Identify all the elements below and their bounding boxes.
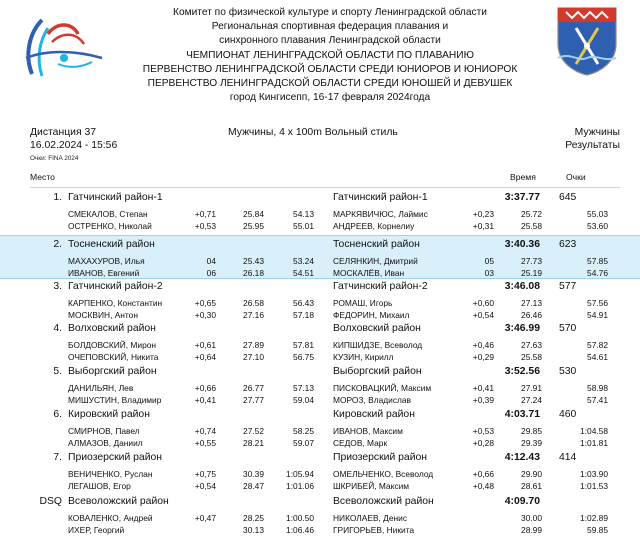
swimmer-name: ЛЕГАШОВ, Егор — [68, 481, 131, 491]
swimmer-name: СЕДОВ, Марк — [333, 438, 388, 448]
swimmer-name: КАРПЕНКО, Константин — [68, 298, 163, 308]
leg-time: 57.18 — [293, 310, 314, 320]
swimmer-name: МОСКАЛЁВ, Иван — [333, 268, 405, 278]
leg-time: 1:06.46 — [286, 525, 314, 535]
team-name-repeat: Гатчинский район-2 — [333, 281, 428, 292]
swimmer-name: АНДРЕЕВ, Корнелиу — [333, 221, 415, 231]
column-time: Время — [510, 172, 536, 182]
team-name-repeat: Гатчинский район-1 — [333, 192, 428, 203]
split-time: 29.90 — [521, 469, 542, 479]
split-time: 27.73 — [521, 256, 542, 266]
leg-time: 57.56 — [587, 298, 608, 308]
event-date-row — [30, 140, 620, 154]
team-name-repeat: Кировский район — [333, 409, 415, 420]
team-result — [0, 235, 640, 279]
swimmer-name: МАХАХУРОВ, Илья — [68, 256, 145, 266]
split-time: 25.84 — [243, 209, 264, 219]
team-time: 4:09.70 — [504, 496, 540, 507]
swimmer-name: АЛМАЗОВ, Даниил — [68, 438, 143, 448]
header-line: синхронного плавания Ленинградской области — [219, 35, 441, 47]
swimmer-name: РОМАШ, Игорь — [333, 298, 393, 308]
team-points: 577 — [559, 281, 577, 292]
team-time: 3:46.99 — [504, 323, 540, 334]
swimmer-name: СМЕКАЛОВ, Степан — [68, 209, 148, 219]
reaction-time: +0,74 — [194, 426, 216, 436]
split-time: 28.21 — [243, 438, 264, 448]
swimmer-name: МИШУСТИН, Владимир — [68, 395, 162, 405]
reaction-time: +0,53 — [472, 426, 494, 436]
leg-time: 55.03 — [587, 209, 608, 219]
swimmer-name: КОВАЛЕНКО, Андрей — [68, 513, 153, 523]
team-name: Тосненский район — [68, 239, 155, 250]
swimmer-name: МАРКЯВИЧЮС, Лаймис — [333, 209, 428, 219]
leg-time: 54.61 — [587, 352, 608, 362]
team-name: Волховский район — [68, 323, 156, 334]
split-time: 25.58 — [521, 352, 542, 362]
reaction-time: +0,41 — [194, 395, 216, 405]
split-time: 25.58 — [521, 221, 542, 231]
leg-time: 54.13 — [293, 209, 314, 219]
leg-time: 56.75 — [293, 352, 314, 362]
results-label: Результаты — [565, 140, 620, 151]
team-time: 3:52.56 — [504, 366, 540, 377]
leg-time: 57.13 — [293, 383, 314, 393]
leg-time: 53.60 — [587, 221, 608, 231]
swimmer-name: ИВАНОВ, Максим — [333, 426, 403, 436]
swimmer-name: ДАНИЛЬЯН, Лев — [68, 383, 134, 393]
swimmer-name: ВЕНИЧЕНКО, Руслан — [68, 469, 153, 479]
split-time: 25.19 — [521, 268, 542, 278]
swimmer-name: СЕЛЯНКИН, Дмитрий — [333, 256, 418, 266]
header-line: город Кингисепп, 16-17 февраля 2024года — [229, 92, 431, 104]
swimmer-name: ОСТРЕНКО, Николай — [68, 221, 152, 231]
reaction-time: 04 — [206, 256, 216, 266]
split-time: 26.18 — [243, 268, 264, 278]
team-place: 1. — [53, 192, 62, 203]
leg-time: 59.07 — [293, 438, 314, 448]
split-time: 27.52 — [243, 426, 264, 436]
points-note: Очки: FINA 2024 — [30, 155, 79, 162]
points-note-row — [30, 155, 620, 164]
reaction-time: +0,54 — [194, 481, 216, 491]
split-time: 29.39 — [521, 438, 542, 448]
swimmer-name: ФЕДОРИН, Михаил — [333, 310, 410, 320]
split-time: 30.13 — [243, 525, 264, 535]
team-place: 5. — [53, 366, 62, 377]
leg-time: 56.43 — [293, 298, 314, 308]
swimmer-name: ОМЕЛЬЧЕНКО, Всеволод — [333, 469, 434, 479]
split-time: 27.24 — [521, 395, 542, 405]
split-time: 27.13 — [521, 298, 542, 308]
team-name: Всеволожский район — [68, 496, 169, 507]
swimmer-name: ПИСКОВАЦКИЙ, Максим — [333, 383, 432, 393]
reaction-time: +0,60 — [472, 298, 494, 308]
leg-time: 1:01.53 — [580, 481, 608, 491]
reaction-time: +0,61 — [194, 340, 216, 350]
leg-time: 1:05.94 — [286, 469, 314, 479]
team-name-repeat: Приозерский район — [333, 452, 428, 463]
swimmer-name: ИВАНОВ, Евгений — [68, 268, 140, 278]
team-time: 4:12.43 — [504, 452, 540, 463]
reaction-time: +0,28 — [472, 438, 494, 448]
leg-time: 1:01.81 — [580, 438, 608, 448]
document-header — [0, 0, 640, 112]
leg-time: 58.98 — [587, 383, 608, 393]
split-time: 28.99 — [521, 525, 542, 535]
split-time: 27.89 — [243, 340, 264, 350]
header-line: Региональная спортивная федерация плавания и — [211, 21, 449, 33]
reaction-time: +0,54 — [472, 310, 494, 320]
leg-time: 59.04 — [293, 395, 314, 405]
reaction-time: +0,66 — [472, 469, 494, 479]
swimmer-name: ГРИГОРЬЕВ, Никита — [333, 525, 415, 535]
swimmer-name: СМИРНОВ, Павел — [68, 426, 140, 436]
swimmer-name: МОРОЗ, Владислав — [333, 395, 411, 405]
header-text — [110, 6, 550, 105]
split-time: 25.95 — [243, 221, 264, 231]
reaction-time: +0,47 — [194, 513, 216, 523]
reaction-time: +0,46 — [472, 340, 494, 350]
team-name-repeat: Выборгский район — [333, 366, 422, 377]
team-name-repeat: Тосненский район — [333, 239, 420, 250]
reaction-time: +0,30 — [194, 310, 216, 320]
split-time: 30.39 — [243, 469, 264, 479]
split-time: 28.61 — [521, 481, 542, 491]
reaction-time: +0,23 — [472, 209, 494, 219]
split-time: 25.72 — [521, 209, 542, 219]
team-result — [0, 189, 640, 233]
team-points: 645 — [559, 192, 577, 203]
team-result — [0, 406, 640, 450]
swimmer-name: КУЗИН, Кирилл — [333, 352, 394, 362]
leg-time: 1:01.06 — [286, 481, 314, 491]
split-time: 26.77 — [243, 383, 264, 393]
event-title: Мужчины, 4 x 100m Вольный стиль — [228, 127, 398, 138]
reaction-time: 03 — [484, 268, 494, 278]
swimmer-name: КИПШИДЗЕ, Всеволод — [333, 340, 423, 350]
team-place: 3. — [53, 281, 62, 292]
event-gender: Мужчины — [574, 127, 620, 138]
column-points: Очки — [566, 172, 586, 182]
reaction-time: +0,66 — [194, 383, 216, 393]
event-distance: Дистанция 37 — [30, 127, 97, 138]
leg-time: 1:00.50 — [286, 513, 314, 523]
team-result — [0, 493, 640, 537]
swimmer-name: ОЧЕПОВСКИЙ, Никита — [68, 352, 159, 362]
split-time: 26.46 — [521, 310, 542, 320]
team-place: 6. — [53, 409, 62, 420]
team-time: 3:37.77 — [504, 192, 540, 203]
header-line: ПЕРВЕНСТВО ЛЕНИНГРАДСКОЙ ОБЛАСТИ СРЕДИ ЮНОШЕЙ И ДЕВУШЕК — [147, 78, 513, 90]
leg-time: 1:04.58 — [580, 426, 608, 436]
swimmer-name: НИКОЛАЕВ, Денис — [333, 513, 408, 523]
swimmer-name: МОСКВИН, Антон — [68, 310, 138, 320]
leg-time: 57.85 — [587, 256, 608, 266]
reaction-time: +0,29 — [472, 352, 494, 362]
split-time: 27.91 — [521, 383, 542, 393]
split-time: 29.85 — [521, 426, 542, 436]
event-info-row — [30, 127, 620, 141]
column-header-row — [30, 172, 620, 186]
split-time: 27.16 — [243, 310, 264, 320]
leg-time: 1:03.90 — [580, 469, 608, 479]
reaction-time: +0,48 — [472, 481, 494, 491]
leg-time: 57.81 — [293, 340, 314, 350]
reaction-time: 05 — [484, 256, 494, 266]
reaction-time: +0,65 — [194, 298, 216, 308]
leg-time: 57.82 — [587, 340, 608, 350]
team-place: 7. — [53, 452, 62, 463]
team-name: Гатчинский район-2 — [68, 281, 163, 292]
leg-time: 54.51 — [293, 268, 314, 278]
team-time: 3:40.36 — [504, 239, 540, 250]
swimmer-name: ИХЕР, Георгий — [68, 525, 125, 535]
header-line: Комитет по физической культуре и спорту Ленинградской области — [173, 7, 487, 18]
reaction-time: +0,64 — [194, 352, 216, 362]
team-points: 414 — [559, 452, 577, 463]
team-result — [0, 320, 640, 364]
team-name-repeat: Волховский район — [333, 323, 421, 334]
swimmer-name: БОЛДОВСКИЙ, Мирон — [68, 340, 157, 350]
leg-time: 1:02.89 — [580, 513, 608, 523]
team-points: 623 — [559, 239, 577, 250]
split-time: 30.00 — [521, 513, 542, 523]
swimming-federation-logo — [22, 14, 106, 86]
team-points: 530 — [559, 366, 577, 377]
reaction-time: +0,53 — [194, 221, 216, 231]
team-name: Кировский район — [68, 409, 150, 420]
swimmer-name: ШКРИБЕЙ, Максим — [333, 481, 410, 491]
split-time: 27.10 — [243, 352, 264, 362]
split-time: 28.47 — [243, 481, 264, 491]
reaction-time: +0,55 — [194, 438, 216, 448]
leg-time: 58.25 — [293, 426, 314, 436]
leg-time: 54.91 — [587, 310, 608, 320]
team-time: 4:03.71 — [504, 409, 540, 420]
team-points: 570 — [559, 323, 577, 334]
header-divider — [30, 187, 620, 188]
reaction-time: +0,75 — [194, 469, 216, 479]
leg-time: 57.41 — [587, 395, 608, 405]
split-time: 26.58 — [243, 298, 264, 308]
team-result — [0, 363, 640, 407]
split-time: 25.43 — [243, 256, 264, 266]
split-time: 27.63 — [521, 340, 542, 350]
reaction-time: +0,71 — [194, 209, 216, 219]
team-result — [0, 278, 640, 322]
team-name-repeat: Всеволожский район — [333, 496, 434, 507]
team-place: 4. — [53, 323, 62, 334]
column-place: Место — [30, 172, 55, 182]
reaction-time: 06 — [206, 268, 216, 278]
region-coat-of-arms-icon — [556, 6, 618, 76]
header-line: ПЕРВЕНСТВО ЛЕНИНГРАДСКОЙ ОБЛАСТИ СРЕДИ ЮНИОРОВ И ЮНИОРОК — [142, 63, 518, 75]
team-place: 2. — [53, 239, 62, 250]
leg-time: 53.24 — [293, 256, 314, 266]
team-name: Гатчинский район-1 — [68, 192, 163, 203]
split-time: 27.77 — [243, 395, 264, 405]
team-name: Выборгский район — [68, 366, 157, 377]
leg-time: 54.76 — [587, 268, 608, 278]
team-time: 3:46.08 — [504, 281, 540, 292]
reaction-time: +0,41 — [472, 383, 494, 393]
reaction-time: +0,31 — [472, 221, 494, 231]
event-datetime: 16.02.2024 - 15:56 — [30, 140, 118, 151]
leg-time: 59.85 — [587, 525, 608, 535]
reaction-time: +0,39 — [472, 395, 494, 405]
team-name: Приозерский район — [68, 452, 163, 463]
leg-time: 55.01 — [293, 221, 314, 231]
split-time: 28.25 — [243, 513, 264, 523]
team-result — [0, 449, 640, 493]
team-points: 460 — [559, 409, 577, 420]
team-place: DSQ — [39, 496, 62, 507]
header-line: ЧЕМПИОНАТ ЛЕНИНГРАДСКОЙ ОБЛАСТИ ПО ПЛАВАНИЮ — [186, 49, 474, 61]
